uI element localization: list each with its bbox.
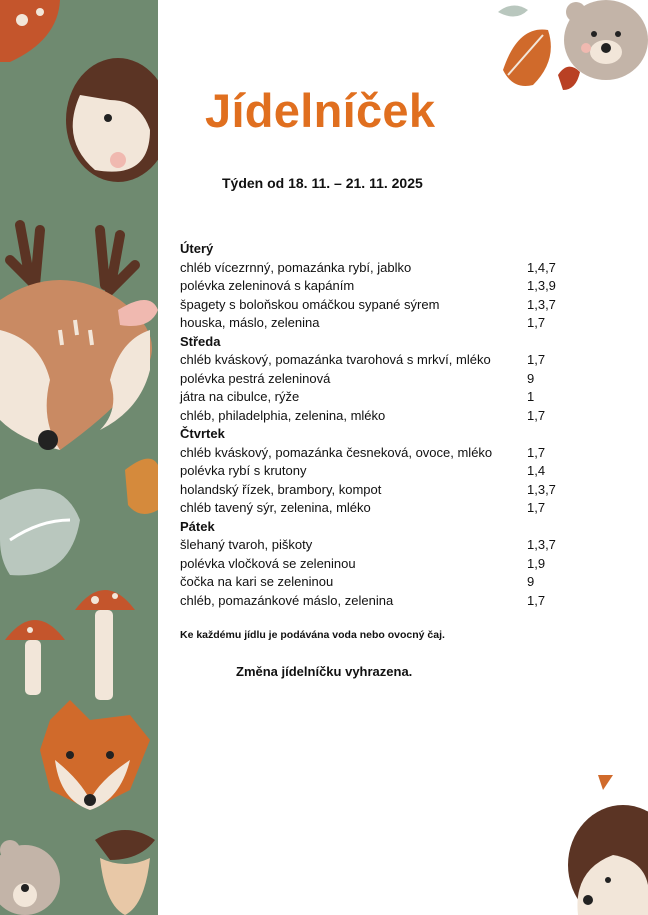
menu-row <box>180 277 580 296</box>
dish-name: chléb kváskový, pomazánka česneková, ovoce, mléko <box>180 444 493 460</box>
allergen-codes: 1,4,7 <box>527 259 556 275</box>
menu-row <box>180 499 580 518</box>
corner-decoration-bottom <box>558 775 648 915</box>
bear-icon <box>564 0 648 80</box>
day-heading: Pátek <box>180 518 215 534</box>
allergen-codes: 1 <box>527 389 535 404</box>
dish-name: chléb, pomazánkové máslo, zelenina <box>180 592 394 608</box>
menu-row <box>180 407 580 426</box>
day-heading: Úterý <box>180 241 214 256</box>
dish-name: polévka rybí s krutony <box>180 463 307 478</box>
dish-name: játra na cibulce, rýže <box>180 389 300 404</box>
allergen-codes: 9 <box>527 574 535 589</box>
dish-name: polévka pestrá zeleninová <box>180 370 331 386</box>
day-section-ctvrtek <box>180 425 580 518</box>
allergen-codes: 9 <box>527 370 535 386</box>
allergen-codes: 1,9 <box>527 555 546 571</box>
day-section-streda <box>180 333 580 426</box>
allergen-codes: 1,7 <box>527 444 546 460</box>
week-range: Týden od 18. 11. – 21. 11. 2025 <box>222 175 423 191</box>
dish-name: špagety s boloňskou omáčkou sypané sýrem <box>180 296 440 312</box>
dish-name: holandský řízek, brambory, kompot <box>180 481 382 497</box>
menu-row <box>180 555 580 574</box>
allergen-codes: 1,3,9 <box>527 278 556 293</box>
day-section-utery <box>180 240 580 333</box>
dish-name: chléb vícezrnný, pomazánka rybí, jablko <box>180 259 412 275</box>
drink-note: Ke každému jídlu je podávána voda nebo ovocný čaj. <box>180 629 445 641</box>
dish-name: chléb, philadelphia, zelenina, mléko <box>180 407 386 423</box>
menu-row <box>180 388 580 407</box>
dish-name: čočka na kari se zeleninou <box>180 574 334 589</box>
allergen-codes: 1,3,7 <box>527 537 556 552</box>
dish-name: šlehaný tvaroh, piškoty <box>180 537 313 552</box>
menu-row <box>180 370 580 389</box>
menu-row <box>180 296 580 315</box>
allergen-codes: 1,3,7 <box>527 481 556 497</box>
menu-row <box>180 462 580 481</box>
dish-name: chléb tavený sýr, zelenina, mléko <box>180 500 371 515</box>
dish-name: polévka vločková se zeleninou <box>180 555 356 571</box>
allergen-codes: 1,7 <box>527 500 546 515</box>
allergen-codes: 1,7 <box>527 407 546 423</box>
allergen-codes: 1,3,7 <box>527 296 556 312</box>
woodland-pattern-strip <box>0 0 158 915</box>
corner-decoration-top <box>488 0 648 100</box>
menu-row <box>180 351 580 370</box>
menu-row <box>180 314 580 333</box>
dish-name: houska, máslo, zelenina <box>180 315 320 330</box>
menu-row <box>180 573 580 592</box>
menu-row <box>180 481 580 500</box>
day-heading: Středa <box>180 333 221 349</box>
allergen-codes: 1,4 <box>527 463 546 478</box>
change-notice: Změna jídelníčku vyhrazena. <box>236 664 413 679</box>
menu-row <box>180 259 580 278</box>
allergen-codes: 1,7 <box>527 352 546 367</box>
day-heading: Čtvrtek <box>180 426 225 441</box>
menu-row <box>180 592 580 611</box>
dish-name: chléb kváskový, pomazánka tvarohová s mrkví, mléko <box>180 352 491 367</box>
day-section-patek <box>180 518 580 611</box>
allergen-codes: 1,7 <box>527 592 546 608</box>
menu-row <box>180 444 580 463</box>
page-title: Jídelníček <box>205 84 436 137</box>
weekly-menu <box>180 240 580 610</box>
hedgehog-icon <box>568 775 648 915</box>
allergen-codes: 1,7 <box>527 315 546 330</box>
dish-name: polévka zeleninová s kapáním <box>180 278 355 293</box>
menu-row <box>180 536 580 555</box>
